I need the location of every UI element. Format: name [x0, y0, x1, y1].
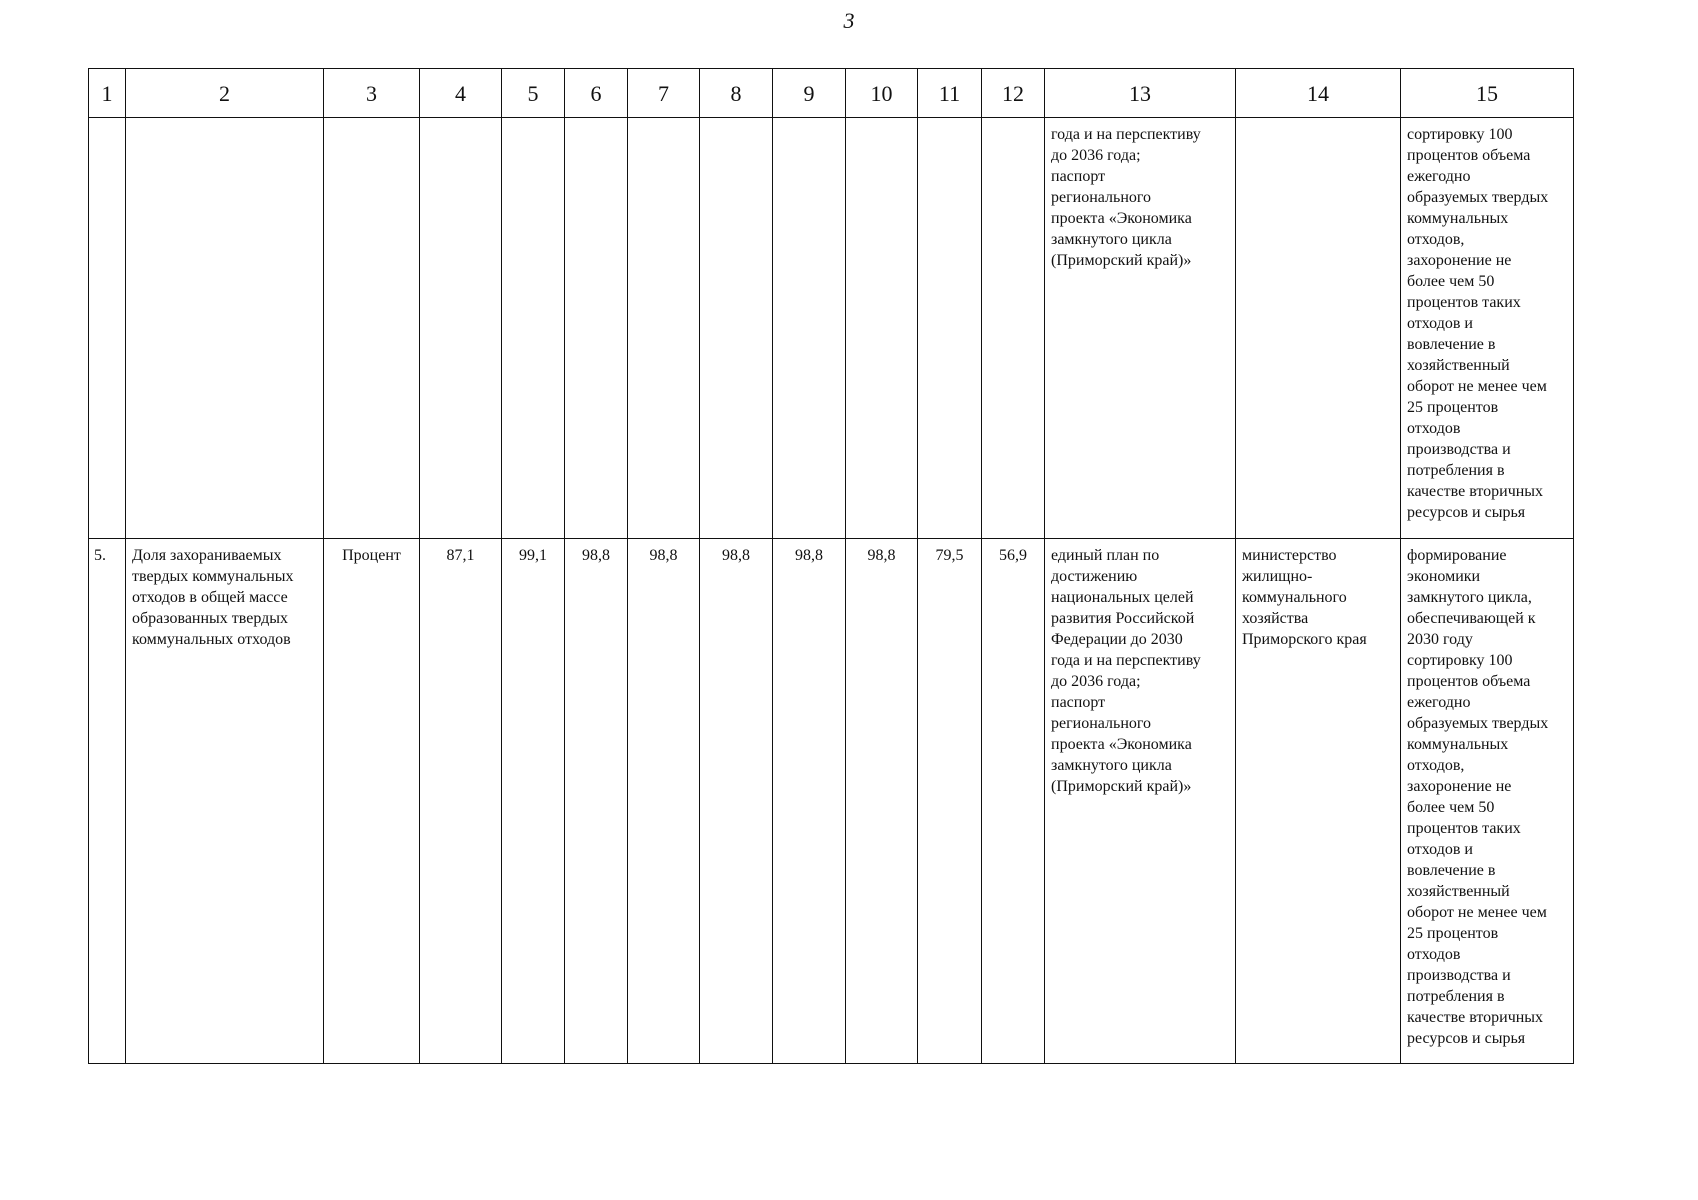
value-cell: 98,8 [846, 539, 918, 1064]
column-header: 8 [700, 69, 773, 118]
value-cell: 98,8 [565, 539, 628, 1064]
value-cell: 99,1 [502, 539, 565, 1064]
column-header: 12 [982, 69, 1045, 118]
goal-cell: формирование экономики замкнутого цикла, обеспечивающей к 2030 году сортировку 100 процентов объема ежегодно образуемых твердых коммунальных отходов, захоронение не более чем 50 процентов таких отходов и вовлечение в хозяйственный оборот не менее чем 25 процентов отходов производства и потребления в качестве вторичных ресурсов и сырья [1401, 539, 1574, 1064]
column-header: 14 [1236, 69, 1401, 118]
unit-cell: Процент [324, 539, 420, 1064]
value-cell [773, 118, 846, 539]
column-header: 4 [420, 69, 502, 118]
column-header: 15 [1401, 69, 1574, 118]
value-cell: 98,8 [773, 539, 846, 1064]
value-cell: 56,9 [982, 539, 1045, 1064]
unit-cell [324, 118, 420, 539]
page-number: 3 [843, 8, 855, 33]
value-cell: 87,1 [420, 539, 502, 1064]
value-cell [700, 118, 773, 539]
value-cell: 98,8 [628, 539, 700, 1064]
column-header: 9 [773, 69, 846, 118]
column-header: 1 [89, 69, 126, 118]
value-cell [502, 118, 565, 539]
column-header: 2 [126, 69, 324, 118]
source-document-cell: единый план по достижению национальных целей развития Российской Федерации до 2030 года и на перспективу до 2036 года; паспорт регионального проекта «Экономика замкнутого цикла (Приморский край)» [1045, 539, 1236, 1064]
column-header: 13 [1045, 69, 1236, 118]
value-cell: 98,8 [700, 539, 773, 1064]
value-cell [420, 118, 502, 539]
table-row [89, 118, 1574, 539]
value-cell [918, 118, 982, 539]
header-row [89, 69, 1574, 118]
table-row [89, 539, 1574, 1064]
indicator-name-cell: Доля захораниваемых твердых коммунальных отходов в общей массе образованных твердых коммунальных отходов [126, 539, 324, 1064]
column-header: 7 [628, 69, 700, 118]
value-cell [628, 118, 700, 539]
column-header: 11 [918, 69, 982, 118]
value-cell: 79,5 [918, 539, 982, 1064]
indicators-table [88, 68, 1574, 1064]
value-cell [982, 118, 1045, 539]
value-cell [846, 118, 918, 539]
responsible-body-cell [1236, 118, 1401, 539]
column-header: 3 [324, 69, 420, 118]
value-cell [565, 118, 628, 539]
goal-cell: сортировку 100 процентов объема ежегодно образуемых твердых коммунальных отходов, захоронение не более чем 50 процентов таких отходов и вовлечение в хозяйственный оборот не менее чем 25 процентов отходов производства и потребления в качестве вторичных ресурсов и сырья [1401, 118, 1574, 539]
column-header: 10 [846, 69, 918, 118]
row-index-cell [89, 118, 126, 539]
column-header: 6 [565, 69, 628, 118]
row-index-cell: 5. [89, 539, 126, 1064]
indicator-name-cell [126, 118, 324, 539]
column-header: 5 [502, 69, 565, 118]
source-document-cell: года и на перспективу до 2036 года; паспорт регионального проекта «Экономика замкнутого цикла (Приморский край)» [1045, 118, 1236, 539]
responsible-body-cell: министерство жилищно- коммунального хозяйства Приморского края [1236, 539, 1401, 1064]
